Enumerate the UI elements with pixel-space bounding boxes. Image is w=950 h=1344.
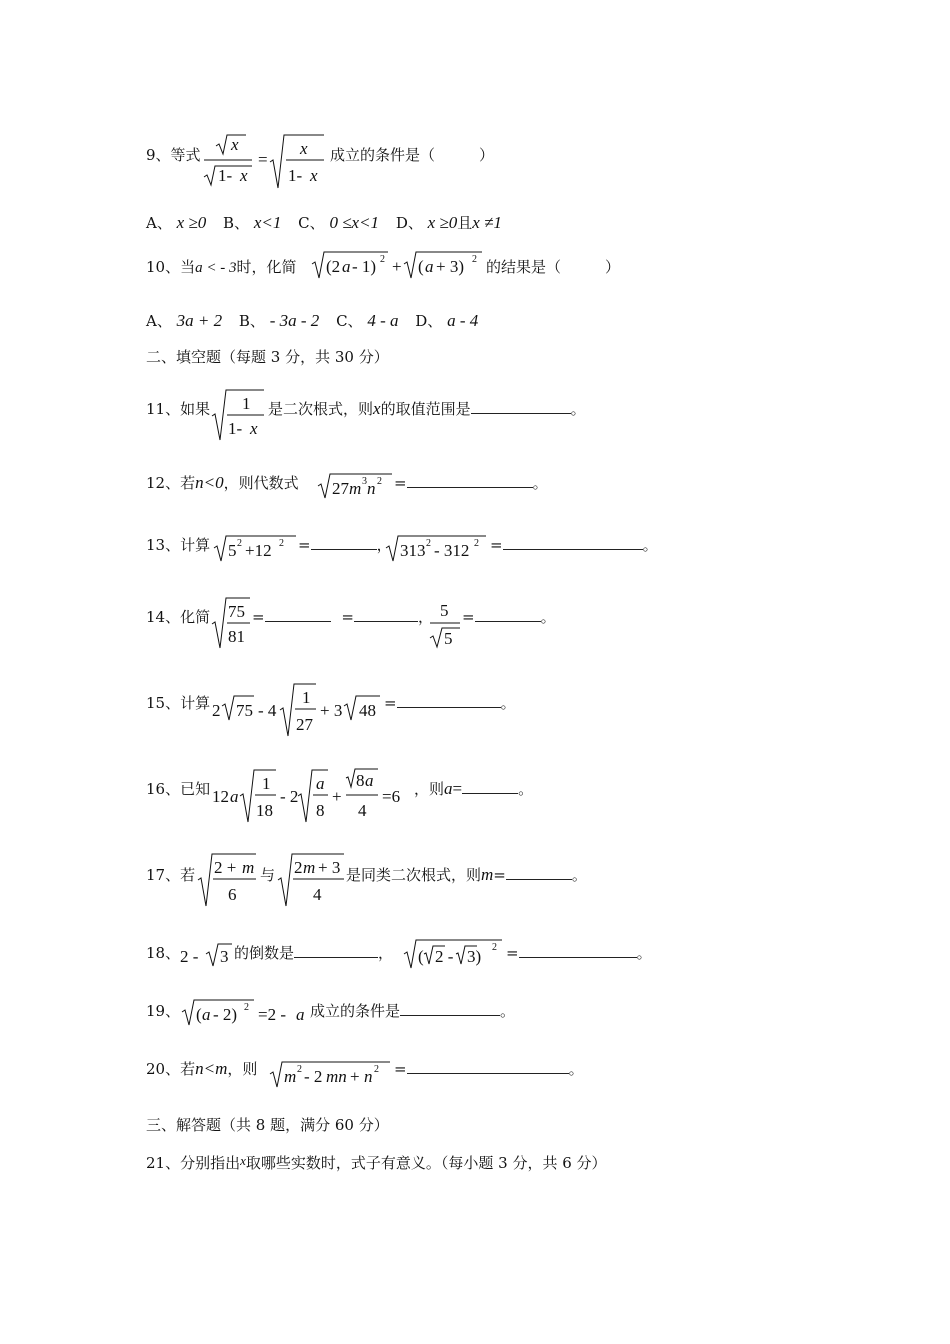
svg-text:- 312: - 312 — [434, 541, 470, 560]
svg-text:- 2: - 2 — [280, 787, 299, 806]
question-16-suffix: ，则a= 。 — [414, 779, 534, 798]
svg-text:8: 8 — [316, 801, 325, 820]
q10-formula — [310, 250, 485, 280]
question-18 — [146, 942, 180, 963]
answer-blank[interactable] — [265, 607, 331, 622]
svg-text:6: 6 — [228, 885, 237, 904]
question-13 — [146, 534, 210, 555]
svg-text:+: + — [392, 257, 402, 276]
option-d[interactable]: D、 a - 4 — [415, 311, 479, 330]
question-17-mid — [260, 864, 275, 885]
svg-text:2: 2 — [237, 538, 242, 549]
answer-blank[interactable] — [294, 943, 378, 958]
question-number: 14、 — [146, 608, 181, 626]
question-9 — [146, 144, 201, 165]
svg-text:313: 313 — [400, 541, 426, 560]
svg-text:a: a — [230, 787, 239, 806]
question-9-suffix — [330, 144, 494, 165]
answer-blank[interactable] — [503, 535, 643, 550]
svg-text:a: a — [425, 257, 434, 276]
svg-text:n: n — [364, 1067, 373, 1086]
svg-text:- 2: - 2 — [304, 1067, 323, 1086]
q12-formula — [316, 472, 396, 502]
svg-text:- 2): - 2) — [213, 1005, 238, 1024]
q17-formula-2 — [276, 852, 346, 908]
question-text: 计算 — [180, 536, 211, 554]
svg-text:a: a — [202, 1005, 211, 1024]
q18-formula-1 — [180, 940, 236, 968]
close-paren: ） — [479, 146, 495, 164]
question-12-suffix: = 。 — [394, 474, 548, 492]
question-text: 如果 — [180, 400, 211, 418]
answer-blank[interactable] — [354, 607, 418, 622]
question-13-mid: = ， — [298, 536, 392, 554]
svg-text:x: x — [231, 135, 239, 154]
question-text: 成立的条件是（ — [330, 146, 436, 164]
answer-blank[interactable] — [506, 865, 572, 880]
svg-text:a: a — [296, 1005, 305, 1024]
option-c[interactable]: C、 4 - a — [336, 311, 399, 330]
question-18-mid: 的倒数是 ， — [234, 944, 394, 962]
answer-blank[interactable] — [400, 1001, 500, 1016]
svg-text:12: 12 — [212, 787, 229, 806]
svg-text:a: a — [342, 257, 351, 276]
question-20-suffix: = 。 — [394, 1060, 584, 1078]
question-number: 20、 — [146, 1060, 181, 1078]
svg-text:a: a — [316, 774, 325, 793]
question-text: 是二次根式，则 — [268, 400, 374, 418]
svg-text:+12: +12 — [245, 541, 272, 560]
svg-text:(: ( — [418, 947, 424, 966]
question-text: 当 — [180, 258, 196, 276]
svg-text:m: m — [303, 858, 316, 877]
svg-text:2 -: 2 - — [435, 947, 454, 966]
answer-blank[interactable] — [397, 693, 501, 708]
svg-text:=6: =6 — [382, 787, 401, 806]
q14-formula-2 — [428, 598, 464, 650]
question-text: 若 — [180, 1060, 196, 1078]
svg-text:1: 1 — [242, 394, 251, 413]
svg-text:+ 3: + 3 — [320, 701, 343, 720]
question-number: 9、 — [146, 146, 171, 164]
question-14-suffix: = 。 — [462, 608, 556, 626]
question-number: 15、 — [146, 694, 181, 712]
svg-text:48: 48 — [359, 701, 376, 720]
q20-formula — [268, 1060, 394, 1090]
svg-text:m: m — [242, 858, 255, 877]
question-number: 16、 — [146, 780, 181, 798]
q16-formula — [212, 768, 412, 824]
question-text: 时，化简 — [236, 258, 297, 276]
svg-text:+ 3): + 3) — [436, 257, 464, 276]
section-heading-2: 二、填空题（每题 3 分，共 30 分） — [146, 348, 389, 366]
question-17-suffix: 是同类二次根式，则m= 。 — [346, 865, 587, 884]
answer-blank[interactable] — [519, 943, 637, 958]
svg-text:- 1): - 1) — [352, 257, 377, 276]
question-text: 成立的条件是 — [310, 1002, 401, 1020]
option-b[interactable]: B、 - 3a - 2 — [238, 311, 320, 330]
question-text: ，则代数式 — [223, 474, 299, 492]
svg-text:4: 4 — [313, 885, 322, 904]
question-17 — [146, 864, 195, 885]
svg-text:m: m — [349, 479, 362, 498]
question-text: 若 — [180, 474, 196, 492]
q9-formula — [200, 132, 330, 192]
answer-blank[interactable] — [471, 399, 571, 414]
variable: m — [481, 865, 494, 884]
variable: x — [373, 399, 381, 418]
svg-text:x: x — [310, 166, 318, 185]
question-11-suffix: 是二次根式，则x的取值范围是 。 — [268, 399, 586, 418]
svg-text:1-: 1- — [228, 419, 243, 438]
question-number: 10、 — [146, 258, 181, 276]
svg-text:1-: 1- — [218, 166, 233, 185]
question-14 — [146, 606, 210, 627]
answer-blank[interactable] — [311, 535, 377, 550]
svg-text:81: 81 — [228, 627, 245, 646]
q10-options — [146, 310, 490, 331]
svg-text:5: 5 — [444, 629, 453, 648]
question-number: 21、 — [146, 1154, 181, 1172]
q13-formula-2 — [384, 534, 490, 564]
question-19-suffix: 成立的条件是 。 — [310, 1002, 516, 1020]
svg-text:3): 3) — [467, 947, 482, 966]
q15-formula — [212, 682, 384, 738]
svg-text:18: 18 — [256, 801, 273, 820]
question-text: 取哪些实数时，式子有意义。（每小题 3 分，共 6 分） — [245, 1154, 607, 1172]
svg-text:2: 2 — [244, 1002, 249, 1013]
svg-text:75: 75 — [228, 602, 245, 621]
question-text: 若 — [180, 866, 196, 884]
option-a[interactable]: A、 3a + 2 — [146, 311, 223, 330]
question-number: 17、 — [146, 866, 181, 884]
svg-text:2: 2 — [380, 254, 385, 265]
question-15-suffix: = 。 — [384, 694, 516, 712]
svg-text:2: 2 — [492, 942, 497, 953]
svg-text:5: 5 — [228, 541, 237, 560]
svg-text:+: + — [350, 1067, 360, 1086]
svg-text:1: 1 — [262, 774, 271, 793]
option-c[interactable]: C、 0 ≤x<1 — [298, 213, 380, 232]
question-11 — [146, 398, 210, 419]
section-heading-3: 三、解答题（共 8 题，满分 60 分） — [146, 1116, 389, 1134]
svg-text:1-: 1- — [288, 166, 303, 185]
question-text: 分别指出 — [180, 1154, 241, 1172]
q13-formula-1 — [212, 534, 298, 564]
option-a[interactable]: A、 x ≥0 — [146, 213, 207, 232]
question-text: 的结果是（ — [486, 258, 562, 276]
svg-text:2 +: 2 + — [214, 858, 237, 877]
svg-text:75: 75 — [236, 701, 253, 720]
question-18-suffix: = 。 — [506, 944, 652, 962]
q11-formula — [210, 388, 268, 442]
svg-text:2: 2 — [426, 538, 431, 549]
svg-text:2 -: 2 - — [180, 947, 199, 966]
condition: a < - 3 — [195, 260, 237, 276]
svg-text:2: 2 — [212, 701, 221, 720]
svg-text:27: 27 — [296, 715, 313, 734]
option-d[interactable]: D、 x ≥0且x ≠1 — [395, 213, 502, 232]
svg-text:3: 3 — [362, 476, 367, 487]
question-number: 12、 — [146, 474, 181, 492]
question-13-suffix: = 。 — [490, 536, 658, 554]
condition: n<0 — [195, 473, 224, 492]
svg-text:=: = — [258, 150, 268, 169]
svg-text:27: 27 — [332, 479, 349, 498]
question-12 — [146, 472, 299, 493]
svg-text:- 4: - 4 — [258, 701, 277, 720]
question-20 — [146, 1058, 257, 1079]
svg-text:1: 1 — [302, 688, 311, 707]
answer-blank[interactable] — [407, 1059, 569, 1074]
answer-blank[interactable] — [475, 607, 541, 622]
q14-formula-1 — [210, 596, 252, 650]
q17-formula-1 — [196, 852, 258, 908]
question-number: 13、 — [146, 536, 181, 554]
svg-text:2: 2 — [374, 1064, 379, 1075]
question-text: 是同类二次根式，则 — [346, 866, 482, 884]
svg-text:2: 2 — [474, 538, 479, 549]
q18-formula-2 — [402, 938, 506, 970]
question-text: 的取值范围是 — [380, 400, 471, 418]
answer-blank[interactable] — [462, 779, 518, 794]
question-number: 11、 — [146, 400, 181, 418]
question-text: 等式 — [170, 146, 201, 164]
question-text: ，则 — [227, 1060, 258, 1078]
question-text: 与 — [260, 866, 276, 884]
svg-text:4: 4 — [358, 801, 367, 820]
question-text: 已知 — [180, 780, 211, 798]
close-paren: ） — [605, 258, 621, 276]
svg-text:2: 2 — [472, 254, 477, 265]
svg-text:2: 2 — [294, 858, 303, 877]
condition: n<m — [195, 1059, 228, 1078]
svg-text:mn: mn — [326, 1067, 347, 1086]
q9-options — [146, 212, 514, 233]
svg-text:2: 2 — [297, 1064, 302, 1075]
svg-text:5: 5 — [440, 601, 449, 620]
svg-text:m: m — [284, 1067, 297, 1086]
question-21 — [146, 1152, 607, 1173]
svg-text:=2 -: =2 - — [258, 1005, 286, 1024]
svg-text:8: 8 — [356, 771, 365, 790]
svg-text:(2: (2 — [326, 257, 341, 276]
question-10-suffix — [486, 256, 620, 277]
svg-text:(: ( — [418, 257, 424, 276]
question-number: 19、 — [146, 1002, 181, 1020]
svg-text:x: x — [250, 419, 258, 438]
question-text: ，则 — [414, 780, 445, 798]
question-text: 计算 — [180, 694, 211, 712]
question-text: 的倒数是 — [234, 944, 295, 962]
svg-text:+: + — [332, 787, 342, 806]
option-b[interactable]: B、 x<1 — [223, 213, 282, 232]
svg-text:(: ( — [196, 1005, 202, 1024]
question-16 — [146, 778, 210, 799]
question-14-mid: = = ， — [252, 608, 433, 626]
svg-text:x: x — [240, 166, 248, 185]
q19-formula — [180, 998, 310, 1028]
question-number: 18、 — [146, 944, 181, 962]
question-text: 化简 — [180, 608, 211, 626]
svg-text:x: x — [300, 139, 308, 158]
svg-text:2: 2 — [279, 538, 284, 549]
svg-text:n: n — [367, 479, 376, 498]
svg-text:+ 3: + 3 — [318, 858, 341, 877]
question-10 — [146, 256, 297, 277]
svg-text:2: 2 — [377, 476, 382, 487]
question-19 — [146, 1000, 180, 1021]
svg-text:3: 3 — [220, 947, 229, 966]
answer-blank[interactable] — [407, 473, 533, 488]
svg-text:a: a — [365, 771, 374, 790]
variable: a — [444, 779, 453, 798]
variable: x — [240, 1153, 246, 1168]
question-15 — [146, 692, 210, 713]
